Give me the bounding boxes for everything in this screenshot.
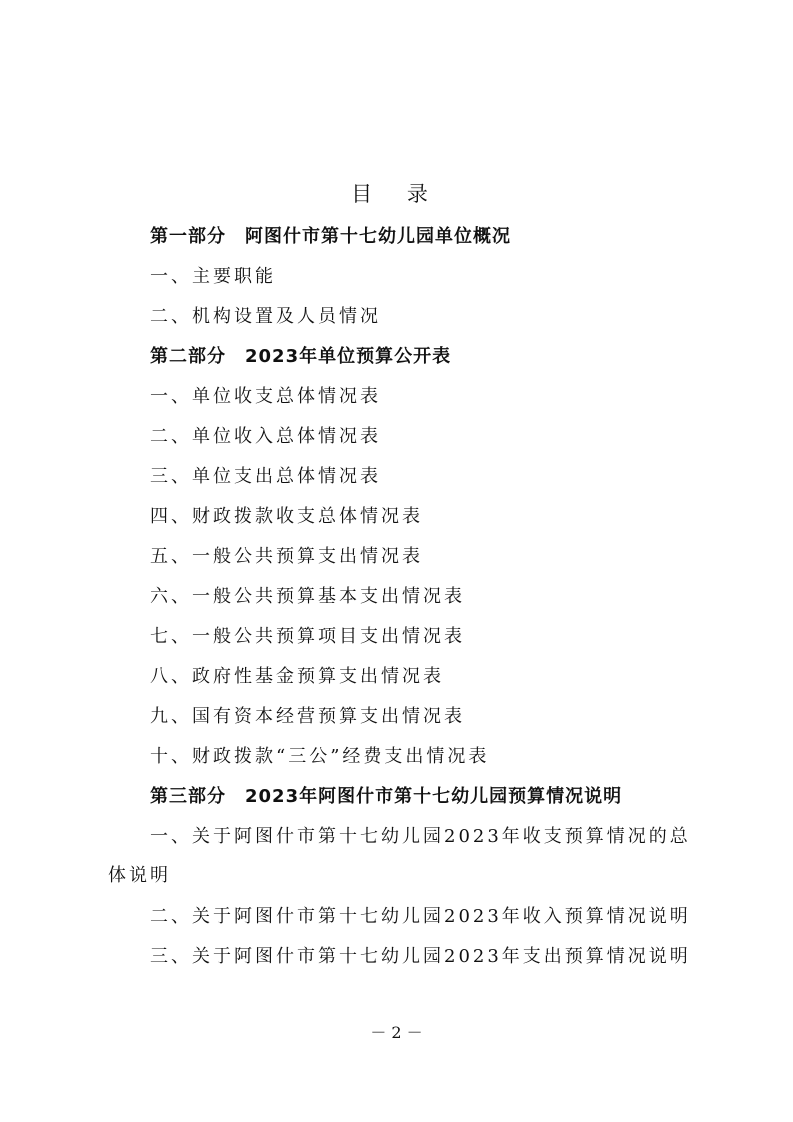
toc-item: 七、一般公共预算项目支出情况表 (150, 626, 465, 647)
toc-item: 一、主要职能 (150, 266, 276, 287)
toc-item: 九、国有资本经营预算支出情况表 (150, 706, 465, 727)
toc-item: 三、关于阿图什市第十七幼儿园2023年支出预算情况说明 (150, 946, 691, 967)
toc-item: 二、机构设置及人员情况 (150, 306, 381, 327)
toc-item: 六、一般公共预算基本支出情况表 (150, 586, 465, 607)
part1-heading: 第一部分 阿图什市第十七幼儿园单位概况 (150, 226, 511, 247)
toc-item: 二、关于阿图什市第十七幼儿园2023年收入预算情况说明 (150, 906, 691, 927)
toc-item: 十、财政拨款“三公”经费支出情况表 (150, 746, 490, 767)
part3-heading: 第三部分 2023年阿图什市第十七幼儿园预算情况说明 (150, 786, 623, 807)
toc-item: 三、单位支出总体情况表 (150, 466, 381, 487)
toc-item: 四、财政拨款收支总体情况表 (150, 506, 423, 527)
toc-item-continuation: 体说明 (108, 865, 171, 886)
part2-heading: 第二部分 2023年单位预算公开表 (150, 346, 452, 367)
toc-item: 五、一般公共预算支出情况表 (150, 546, 423, 567)
toc-item: 二、单位收入总体情况表 (150, 426, 381, 447)
toc-title: 目 录 (351, 182, 442, 206)
toc-item: 一、单位收支总体情况表 (150, 386, 381, 407)
page-number: － 2 － (370, 1023, 423, 1042)
toc-item: 八、政府性基金预算支出情况表 (150, 666, 444, 687)
toc-item: 一、关于阿图什市第十七幼儿园2023年收支预算情况的总 (150, 826, 691, 847)
